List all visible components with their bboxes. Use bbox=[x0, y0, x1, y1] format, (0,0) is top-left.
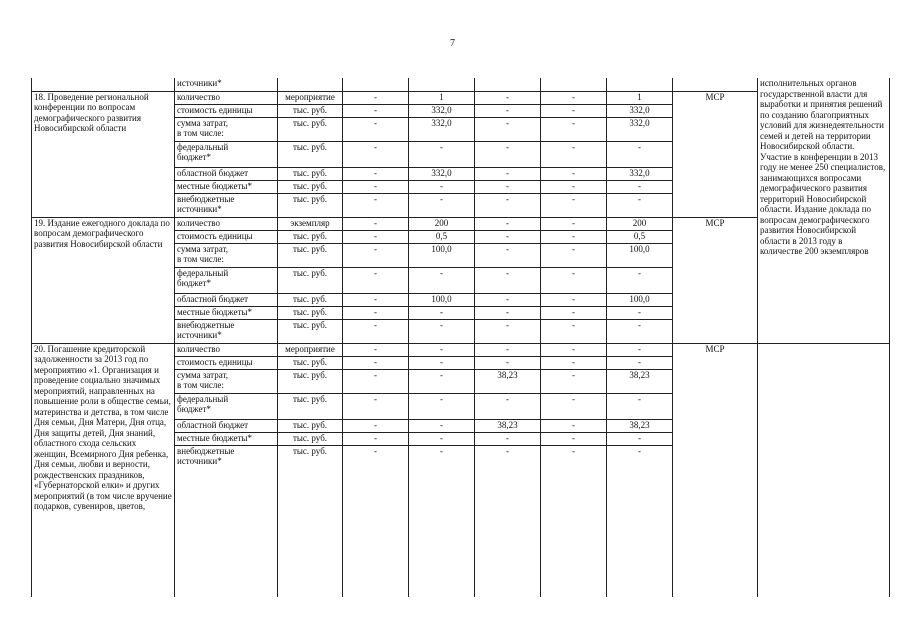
value-cell: 1 bbox=[607, 91, 673, 104]
unit-cell: мероприятие bbox=[278, 91, 343, 104]
indicator-cell: местные бюджеты* bbox=[175, 306, 278, 319]
value-cell bbox=[475, 78, 541, 91]
indicator-cell: количество bbox=[175, 91, 278, 104]
indicator-cell: стоимость единицы bbox=[175, 230, 278, 243]
value-cell: - bbox=[343, 393, 409, 419]
value-cell: - bbox=[475, 217, 541, 230]
value-cell: - bbox=[541, 393, 607, 419]
value-cell: - bbox=[343, 356, 409, 369]
value-cell: 0,5 bbox=[607, 230, 673, 243]
value-cell: - bbox=[475, 117, 541, 141]
value-cell: - bbox=[475, 432, 541, 445]
value-cell: - bbox=[343, 445, 409, 597]
value-cell: 200 bbox=[409, 217, 475, 230]
value-cell: - bbox=[607, 141, 673, 167]
value-cell: - bbox=[541, 419, 607, 432]
value-cell: 38,23 bbox=[475, 369, 541, 393]
value-cell: - bbox=[541, 293, 607, 306]
value-cell: 200 bbox=[607, 217, 673, 230]
value-cell: - bbox=[475, 193, 541, 217]
indicator-cell: федеральный бюджет* bbox=[175, 393, 278, 419]
value-cell: 332,0 bbox=[409, 104, 475, 117]
value-cell: - bbox=[607, 445, 673, 597]
value-cell: 0,5 bbox=[409, 230, 475, 243]
result-cell: исполнительных органов государственной власти для выработки и принятия решений по созданию благоприятных условий для жизнедеятельности семей и детей на территории Новосибирской области. Участие в конференции в 2013 году не менее 250 специалистов, занимающихся вопросами демографического развития территорий Новосибирской области. Издание доклада по вопросам демографического развития Новосибирской области в 2013 году в количестве 200 экземпляров bbox=[758, 78, 890, 343]
value-cell: - bbox=[475, 319, 541, 343]
value-cell: 332,0 bbox=[409, 167, 475, 180]
value-cell: - bbox=[541, 445, 607, 597]
value-cell: - bbox=[343, 193, 409, 217]
unit-cell bbox=[278, 78, 343, 91]
value-cell: - bbox=[607, 356, 673, 369]
value-cell: - bbox=[475, 356, 541, 369]
value-cell: - bbox=[541, 230, 607, 243]
indicator-cell: внебюджетные источники* bbox=[175, 193, 278, 217]
value-cell: - bbox=[343, 217, 409, 230]
indicator-cell: местные бюджеты* bbox=[175, 432, 278, 445]
value-cell: - bbox=[475, 267, 541, 293]
value-cell: - bbox=[475, 306, 541, 319]
value-cell: - bbox=[541, 319, 607, 343]
value-cell: - bbox=[607, 180, 673, 193]
value-cell: - bbox=[343, 319, 409, 343]
value-cell: - bbox=[607, 267, 673, 293]
value-cell: - bbox=[343, 293, 409, 306]
value-cell: - bbox=[409, 306, 475, 319]
value-cell: - bbox=[343, 243, 409, 267]
value-cell: - bbox=[343, 432, 409, 445]
value-cell: - bbox=[409, 419, 475, 432]
value-cell: 38,23 bbox=[475, 419, 541, 432]
value-cell: - bbox=[541, 343, 607, 356]
value-cell: - bbox=[607, 343, 673, 356]
value-cell: - bbox=[475, 167, 541, 180]
value-cell: 100,0 bbox=[409, 293, 475, 306]
executor-cell: МСР bbox=[673, 343, 758, 597]
indicator-cell: сумма затрат, в том числе: bbox=[175, 117, 278, 141]
value-cell: - bbox=[343, 91, 409, 104]
prev-name-cell bbox=[32, 78, 175, 91]
indicator-cell: внебюджетные источники* bbox=[175, 319, 278, 343]
unit-cell: тыс. руб. bbox=[278, 293, 343, 306]
value-cell: - bbox=[343, 419, 409, 432]
executor-cell bbox=[673, 78, 758, 91]
value-cell: - bbox=[541, 141, 607, 167]
table-row bbox=[32, 78, 890, 91]
indicator-cell: сумма затрат, в том числе: bbox=[175, 369, 278, 393]
unit-cell: тыс. руб. bbox=[278, 243, 343, 267]
value-cell: 38,23 bbox=[607, 369, 673, 393]
value-cell: - bbox=[475, 141, 541, 167]
value-cell: 1 bbox=[409, 91, 475, 104]
value-cell: 38,23 bbox=[607, 419, 673, 432]
value-cell: - bbox=[475, 343, 541, 356]
value-cell: 332,0 bbox=[409, 117, 475, 141]
indicator-cell: областной бюджет bbox=[175, 167, 278, 180]
event-name-cell: 18. Проведение региональной конференции по вопросам демографического развития Новосибирской области bbox=[32, 91, 175, 217]
value-cell bbox=[343, 78, 409, 91]
value-cell: - bbox=[475, 293, 541, 306]
value-cell: - bbox=[409, 319, 475, 343]
unit-cell: тыс. руб. bbox=[278, 445, 343, 597]
unit-cell: тыс. руб. bbox=[278, 306, 343, 319]
unit-cell: тыс. руб. bbox=[278, 419, 343, 432]
unit-cell: тыс. руб. bbox=[278, 167, 343, 180]
indicator-cell: стоимость единицы bbox=[175, 104, 278, 117]
indicator-cell: сумма затрат, в том числе: bbox=[175, 243, 278, 267]
unit-cell: экземпляр bbox=[278, 217, 343, 230]
indicator-cell: областной бюджет bbox=[175, 419, 278, 432]
event-name-cell: 19. Издание ежегодного доклада по вопросам демографического развития Новосибирской области bbox=[32, 217, 175, 343]
value-cell: - bbox=[343, 180, 409, 193]
unit-cell: тыс. руб. bbox=[278, 319, 343, 343]
unit-cell: тыс. руб. bbox=[278, 117, 343, 141]
value-cell: - bbox=[343, 230, 409, 243]
result-cell bbox=[758, 343, 890, 597]
unit-cell: тыс. руб. bbox=[278, 432, 343, 445]
unit-cell: тыс. руб. bbox=[278, 141, 343, 167]
value-cell: - bbox=[475, 243, 541, 267]
value-cell: 332,0 bbox=[607, 117, 673, 141]
table-row bbox=[32, 343, 890, 356]
value-cell: 100,0 bbox=[409, 243, 475, 267]
event-name-cell: 20. Погашение кредиторской задолженности за 2013 год по мероприятию «1. Организация и проведение социально значимых мероприятий, направленных на повышение роли в обществе семьи, материнства и детства, в том числе Дня семьи, Дня Матери, Дня отца, Дня защиты детей, Дня знаний, областного схода сельских женщин, Всемирного Дня ребенка, Дня семьи, любви и верности, рождественских праздников, «Губернаторской елки» и других мероприятий (в том числе вручение подарков, сувениров, цветов, bbox=[32, 343, 175, 597]
program-table bbox=[31, 78, 890, 597]
value-cell: - bbox=[541, 193, 607, 217]
unit-cell: мероприятие bbox=[278, 343, 343, 356]
value-cell: - bbox=[607, 193, 673, 217]
unit-cell: тыс. руб. bbox=[278, 104, 343, 117]
value-cell: - bbox=[475, 230, 541, 243]
value-cell: - bbox=[343, 104, 409, 117]
indicator-cell: федеральный бюджет* bbox=[175, 267, 278, 293]
value-cell: 332,0 bbox=[607, 167, 673, 180]
value-cell: - bbox=[343, 343, 409, 356]
value-cell: - bbox=[475, 393, 541, 419]
value-cell: - bbox=[409, 432, 475, 445]
value-cell: 100,0 bbox=[607, 243, 673, 267]
value-cell: - bbox=[541, 117, 607, 141]
value-cell: - bbox=[541, 432, 607, 445]
indicator-cell: федеральный бюджет* bbox=[175, 141, 278, 167]
value-cell: - bbox=[343, 267, 409, 293]
value-cell: - bbox=[475, 104, 541, 117]
value-cell: - bbox=[607, 319, 673, 343]
value-cell: - bbox=[409, 445, 475, 597]
value-cell: - bbox=[475, 91, 541, 104]
value-cell: - bbox=[541, 217, 607, 230]
page-number: 7 bbox=[450, 38, 455, 49]
value-cell: - bbox=[541, 356, 607, 369]
value-cell: 100,0 bbox=[607, 293, 673, 306]
value-cell: - bbox=[409, 180, 475, 193]
value-cell: - bbox=[475, 445, 541, 597]
indicator-cell: местные бюджеты* bbox=[175, 180, 278, 193]
unit-cell: тыс. руб. bbox=[278, 369, 343, 393]
value-cell: - bbox=[343, 117, 409, 141]
unit-cell: тыс. руб. bbox=[278, 393, 343, 419]
value-cell: - bbox=[541, 180, 607, 193]
value-cell: - bbox=[541, 167, 607, 180]
value-cell: 332,0 bbox=[607, 104, 673, 117]
value-cell: - bbox=[607, 393, 673, 419]
value-cell: - bbox=[607, 306, 673, 319]
indicator-cell: областной бюджет bbox=[175, 293, 278, 306]
value-cell: - bbox=[409, 193, 475, 217]
value-cell: - bbox=[409, 369, 475, 393]
indicator-cell: количество bbox=[175, 343, 278, 356]
value-cell bbox=[409, 78, 475, 91]
value-cell: - bbox=[343, 167, 409, 180]
value-cell: - bbox=[343, 141, 409, 167]
unit-cell: тыс. руб. bbox=[278, 356, 343, 369]
value-cell bbox=[607, 78, 673, 91]
unit-cell: тыс. руб. bbox=[278, 230, 343, 243]
value-cell: - bbox=[541, 243, 607, 267]
unit-cell: тыс. руб. bbox=[278, 180, 343, 193]
indicator-cell: источники* bbox=[175, 78, 278, 91]
unit-cell: тыс. руб. bbox=[278, 267, 343, 293]
value-cell: - bbox=[409, 343, 475, 356]
value-cell: - bbox=[541, 369, 607, 393]
value-cell: - bbox=[541, 104, 607, 117]
value-cell: - bbox=[607, 432, 673, 445]
indicator-cell: внебюджетные источники* bbox=[175, 445, 278, 597]
value-cell: - bbox=[409, 141, 475, 167]
value-cell: - bbox=[343, 306, 409, 319]
value-cell: - bbox=[343, 369, 409, 393]
value-cell: - bbox=[409, 356, 475, 369]
value-cell bbox=[541, 78, 607, 91]
indicator-cell: стоимость единицы bbox=[175, 356, 278, 369]
value-cell: - bbox=[409, 393, 475, 419]
value-cell: - bbox=[541, 91, 607, 104]
unit-cell: тыс. руб. bbox=[278, 193, 343, 217]
value-cell: - bbox=[409, 267, 475, 293]
indicator-cell: количество bbox=[175, 217, 278, 230]
value-cell: - bbox=[541, 267, 607, 293]
executor-cell: МСР bbox=[673, 91, 758, 217]
value-cell: - bbox=[475, 180, 541, 193]
executor-cell: МСР bbox=[673, 217, 758, 343]
value-cell: - bbox=[541, 306, 607, 319]
